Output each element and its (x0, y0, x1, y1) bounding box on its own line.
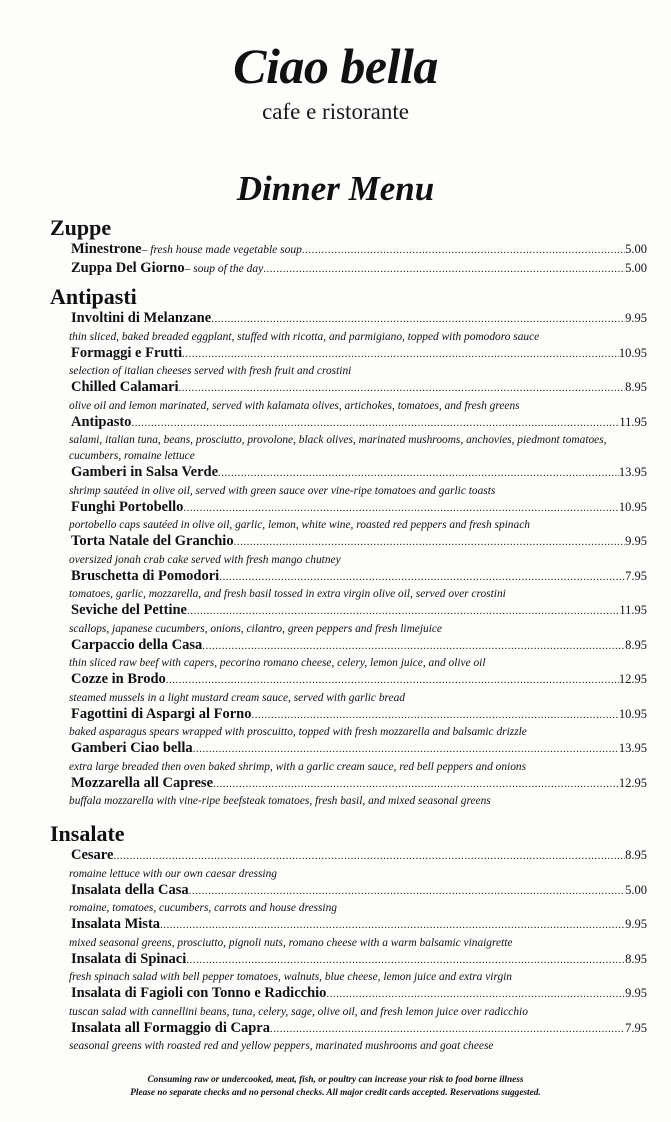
menu-item (71, 916, 647, 951)
item-price: 10.95 (618, 499, 647, 514)
menu-item (71, 951, 647, 986)
menu-item (71, 568, 647, 603)
item-description: thin sliced raw beef with capers, pecorino romano cheese, celery, lemon juice, and olive oil (69, 657, 486, 669)
item-price: 8.95 (625, 637, 647, 652)
dot-leader (179, 380, 626, 398)
dot-leader (211, 311, 625, 329)
menu-item (71, 241, 647, 260)
item-description: scallops, japanese cucumbers, onions, cilantro, green peppers and fresh limejuice (69, 622, 442, 635)
dot-leader (187, 603, 619, 621)
item-price: 5.00 (625, 882, 647, 897)
item-description: seasonal greens with roasted red and yellow peppers, marinated mushrooms and goat cheese (69, 1040, 494, 1052)
menu-item (71, 1020, 647, 1055)
item-price: 8.95 (625, 848, 647, 862)
menu-item (71, 847, 647, 882)
item-price: 10.95 (618, 706, 647, 721)
item-description: romaine lettuce with our own caesar dressing (69, 867, 277, 880)
menu-item (71, 379, 647, 414)
section-heading: Zuppe (50, 215, 112, 240)
item-description: selection of italian cheeses served with fresh fruit and crostini (69, 365, 352, 377)
item-price: 10.95 (618, 345, 647, 360)
menu-item (71, 706, 647, 741)
dot-leader (131, 415, 619, 433)
section-heading: Insalate (50, 821, 125, 846)
section-antipasti (50, 284, 650, 809)
menu-item (71, 345, 647, 380)
section-heading: Antipasti (50, 284, 137, 309)
item-price: 12.95 (618, 672, 647, 686)
item-name: Insalata della Casa (71, 881, 189, 898)
item-price: 8.95 (625, 951, 647, 966)
item-name: Cesare (71, 847, 114, 863)
dot-leader (218, 465, 619, 483)
dot-leader (160, 917, 625, 935)
item-name: Gamberi Ciao bella (71, 740, 193, 756)
item-name: Involtini di Melanzane (71, 310, 212, 326)
item-description: salami, italian tuna, beans, prosciutto, provolone, black olives, marinated mushrooms, anchovies, piedmont tomatoes, cucumbers, romaine lettuce (69, 434, 607, 462)
dot-leader (166, 672, 619, 690)
menu-content (50, 215, 650, 1060)
menu-title: Dinner Menu (236, 169, 435, 208)
item-name: Fagottini di Aspargi al Forno (71, 705, 252, 722)
menu-item (71, 533, 647, 568)
item-price: 5.00 (625, 242, 647, 256)
item-price: 7.95 (625, 1020, 647, 1035)
item-description: portobello caps sautéed in olive oil, garlic, lemon, white wine, roasted red peppers and fresh spinach (69, 519, 530, 531)
restaurant-name: Ciao bella (233, 38, 438, 94)
item-name: Mozzarella all Caprese (71, 774, 214, 791)
dot-leader (219, 569, 625, 587)
item-description: buffala mozzarella with vine-ripe beefsteak tomatoes, fresh basil, and mixed seasonal greens (69, 795, 491, 807)
item-description: baked asparagus spears wrapped with proscuitto, topped with fresh mozzarella and balsamic drizzle (69, 726, 527, 738)
item-name: Gamberi in Salsa Verde (71, 464, 219, 480)
dot-leader (326, 986, 625, 1004)
item-name: Insalata Mista (71, 916, 161, 932)
item-name: Insalata di Spinaci (71, 950, 187, 967)
payment-policy-notice: Please no separate checks and no personal checks. All major credit cards accepted. Reservations suggested. (130, 1088, 541, 1098)
item-price: 9.95 (625, 311, 647, 325)
item-price: 11.95 (619, 414, 647, 429)
item-description: – soup of the day (184, 262, 264, 275)
item-name: Antipasto (71, 413, 132, 430)
menu-item (71, 637, 647, 672)
item-description: romaine, tomatoes, cucumbers, carrots and house dressing (69, 902, 337, 914)
item-name: Formaggi e Frutti (71, 344, 183, 361)
item-name: Chilled Calamari (71, 379, 179, 395)
item-description: steamed mussels in a light mustard cream sauce, served with garlic bread (69, 691, 405, 704)
item-name: Cozze in Brodo (71, 671, 166, 687)
dot-leader (182, 346, 619, 364)
item-description: fresh spinach salad with bell pepper tomatoes, walnuts, blue cheese, lemon juice and extra virgin (69, 971, 513, 983)
menu-item (71, 740, 647, 775)
menu-item (71, 671, 647, 706)
dot-leader (193, 741, 619, 759)
dot-leader (213, 776, 619, 794)
menu-item (71, 310, 647, 345)
dot-leader (251, 707, 618, 725)
dot-leader (113, 848, 625, 866)
item-name: Insalata di Fagioli con Tonno e Radicchio (71, 985, 327, 1001)
dot-leader (263, 261, 625, 279)
item-description: mixed seasonal greens, prosciutto, pignoli nuts, romano cheese with a warm balsamic vinaigrette (69, 936, 513, 949)
item-price: 13.95 (618, 741, 647, 755)
item-price: 12.95 (618, 775, 647, 790)
footer-notice (0, 1074, 671, 1100)
menu-item (71, 464, 647, 499)
item-description: tomatoes, garlic, mozzarella, and fresh basil tossed in extra virgin olive oil, served over crostini (69, 588, 506, 600)
item-description: – fresh house made vegetable soup (141, 244, 302, 256)
item-name: Insalata all Formaggio di Capra (71, 1019, 270, 1036)
dot-leader (270, 1021, 625, 1039)
item-name: Seviche del Pettine (71, 602, 187, 618)
item-name: Zuppa Del Giorno (71, 259, 185, 276)
item-description: oversized jonah crab cake served with fresh mango chutney (69, 553, 341, 566)
menu-item (71, 985, 647, 1020)
menu-item (71, 414, 647, 465)
item-name: Torta Natale del Granchio (71, 533, 234, 549)
dot-leader (302, 242, 625, 260)
item-price: 9.95 (625, 917, 647, 931)
menu-item (71, 775, 647, 810)
item-description: thin sliced, baked breaded eggplant, stuffed with ricotta, and parmigiano, topped with pomodoro sauce (69, 330, 540, 343)
dot-leader (234, 534, 626, 552)
item-price: 9.95 (625, 534, 647, 548)
menu-item (71, 260, 647, 279)
item-description: shrimp sautéed in olive oil, served with green sauce over vine-ripe tomatoes and garlic toasts (69, 484, 496, 497)
menu-item (71, 882, 647, 917)
item-description: olive oil and lemon marinated, served with kalamata olives, artichokes, tomatoes, and fresh greens (69, 399, 520, 412)
item-price: 5.00 (625, 260, 647, 275)
dot-leader (189, 883, 625, 901)
dot-leader (183, 500, 618, 518)
item-name: Minestrone (71, 241, 142, 257)
item-description: extra large breaded then oven baked shrimp, with a garlic cream sauce, red bell peppers and onions (69, 760, 527, 773)
item-price: 11.95 (619, 603, 647, 617)
item-price: 13.95 (618, 465, 647, 479)
menu-item (71, 499, 647, 534)
restaurant-tagline: cafe e ristorante (262, 99, 409, 124)
item-name: Carpaccio della Casa (71, 636, 203, 653)
item-name: Funghi Portobello (71, 498, 184, 515)
item-price: 9.95 (625, 986, 647, 1000)
item-name: Bruschetta di Pomodori (71, 567, 220, 584)
dot-leader (202, 638, 625, 656)
item-price: 8.95 (625, 380, 647, 394)
item-price: 7.95 (625, 568, 647, 583)
dot-leader (186, 952, 625, 970)
menu-item (71, 602, 647, 637)
section-insalate (50, 821, 650, 1054)
item-description: tuscan salad with cannellini beans, tuna, celery, sage, olive oil, and fresh lemon juice over radicchio (69, 1005, 528, 1018)
section-zuppe (50, 215, 650, 278)
food-safety-notice: Consuming raw or undercooked, meat, fish, or poultry can increase your risk to food borne illness (147, 1075, 524, 1085)
